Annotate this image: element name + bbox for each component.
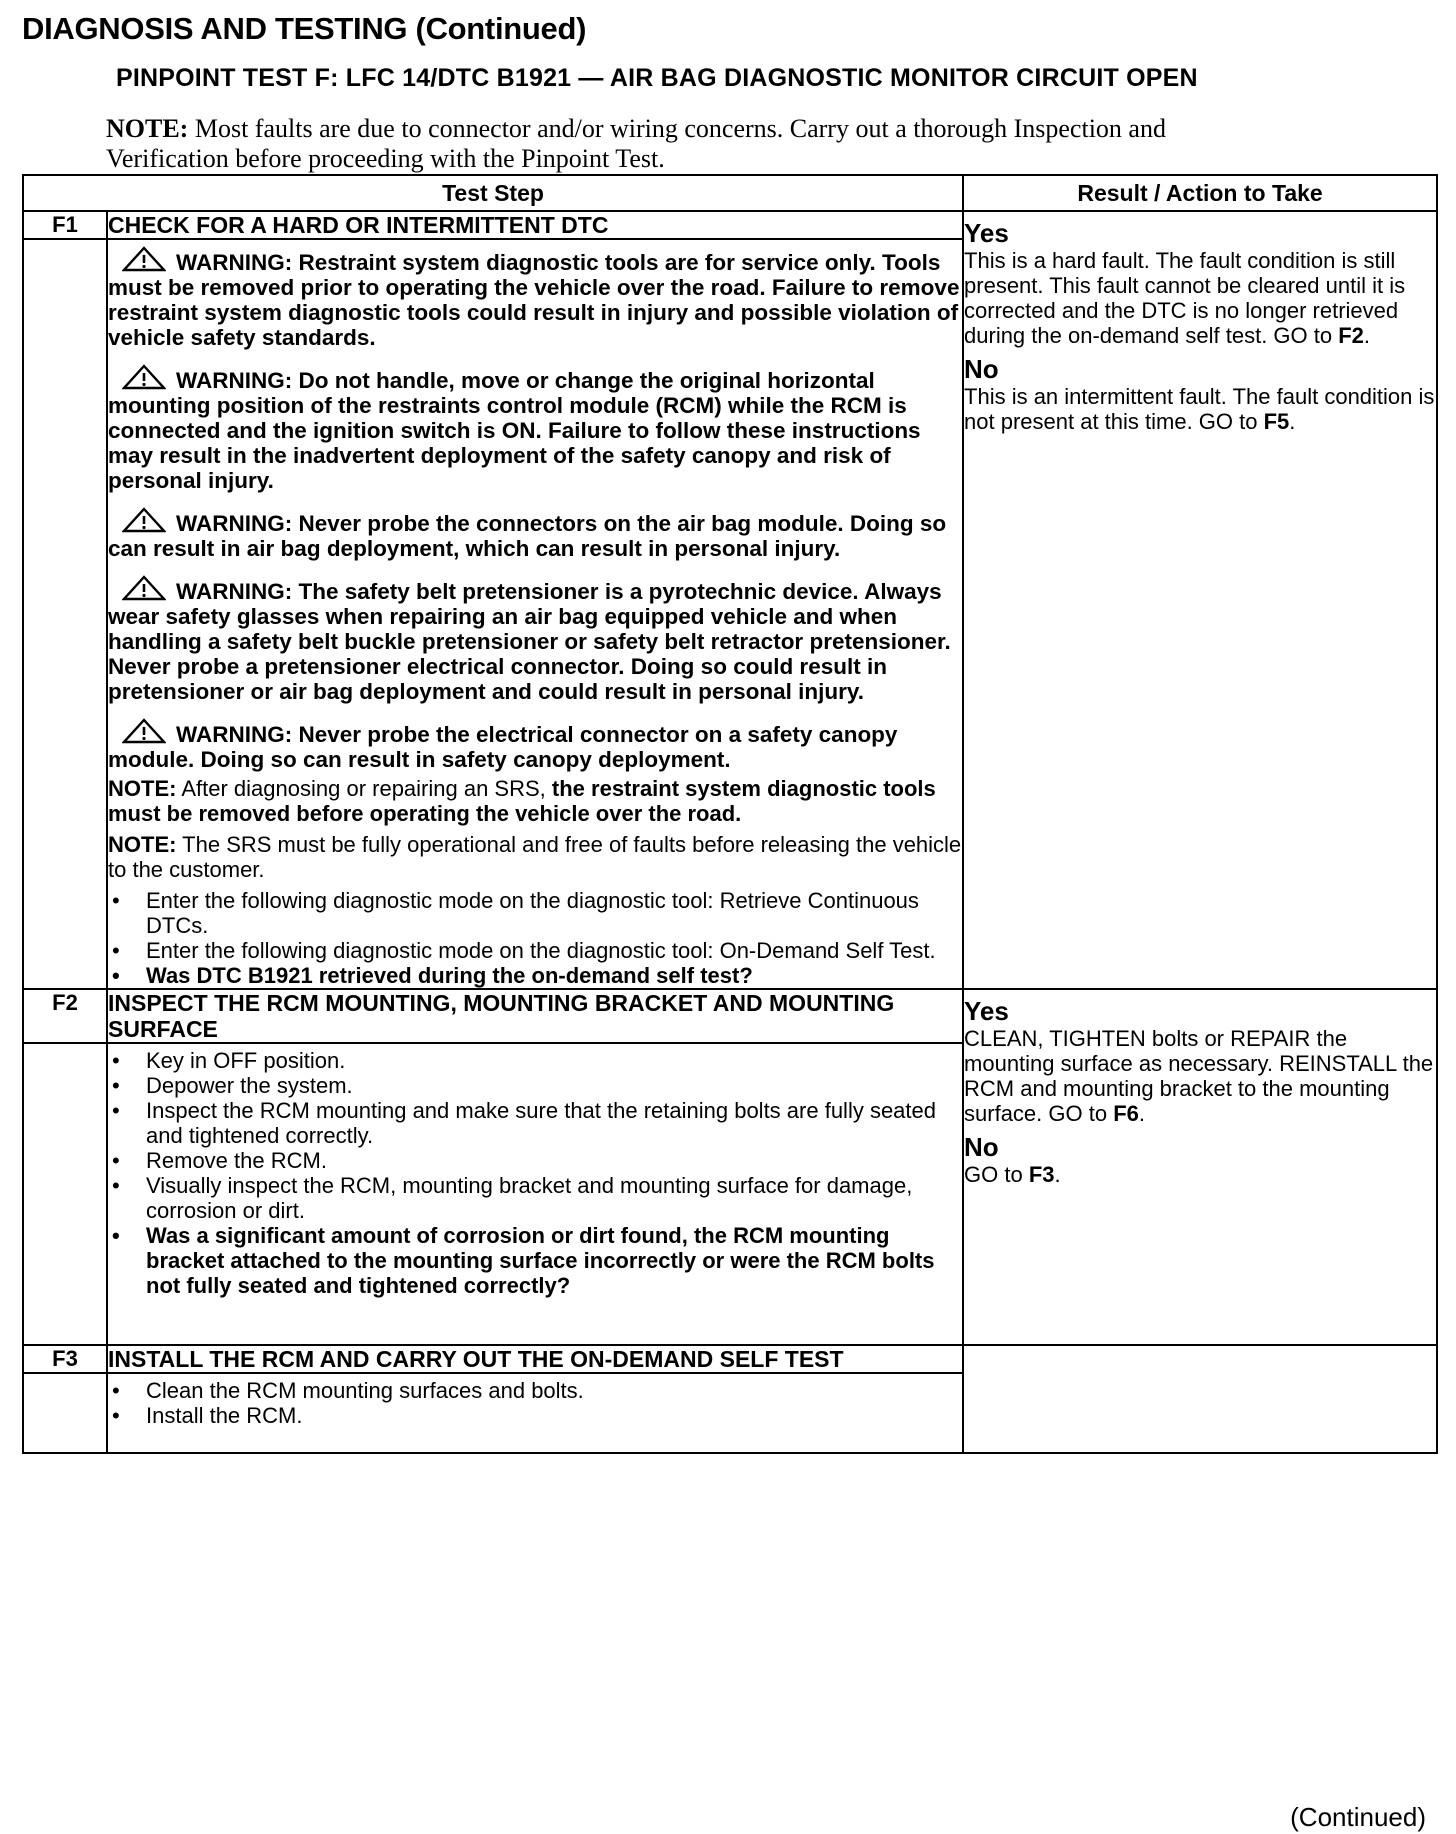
list-item: • Inspect the RCM mounting and make sure that the retaining bolts are fully seated and tightened correctly. — [108, 1098, 962, 1148]
note-text: After diagnosing or repairing an SRS, — [176, 776, 552, 801]
test-step-header: Test Step — [23, 175, 963, 211]
step-f1-content — [107, 239, 963, 989]
note-text: The SRS must be fully operational and free of faults before releasing the vehicle to the customer. — [108, 832, 962, 882]
list-item: • Clean the RCM mounting surfaces and bolts. — [108, 1378, 962, 1403]
yes-label: Yes — [964, 996, 1009, 1026]
step-f1-title-row — [23, 211, 1437, 239]
yes-text: This is a hard fault. The fault condition is still present. This fault cannot be cleared until it is corrected and the DTC is no longer retrieved during the on-demand self test. GO to — [964, 248, 1406, 348]
warning — [108, 364, 962, 493]
no-label: No — [964, 1132, 999, 1162]
result-no: No GO to F3. — [964, 1132, 1436, 1187]
warning-triangle-icon — [122, 507, 166, 533]
intro-note-label: NOTE: — [106, 114, 189, 143]
continued-footer: (Continued) — [1290, 1802, 1426, 1832]
pinpoint-test-table — [22, 174, 1438, 1454]
step-f2-title-row — [23, 989, 1437, 1043]
warning-text: WARNING: Restraint system diagnostic tools are for service only. Tools must be removed prior to operating the vehicle over the road. Failure to remove restraint system diagnostic tools could result in injury and possible violation of vehicle safety standards. — [108, 250, 960, 350]
warning-text: WARNING: Do not handle, move or change the original horizontal mounting position of the restraints control module (RCM) while the RCM is connected and the ignition switch is ON. Failure to follow these instructions may result in the inadvertent deployment of the safety canopy and risk of personal injury. — [108, 368, 921, 493]
step-question: • Was a significant amount of corrosion or dirt found, the RCM mounting bracket attached to the mounting surface incorrectly or were the RCM bolts not fully seated and tightened correctly? — [108, 1223, 962, 1298]
note — [108, 832, 962, 882]
note-label: NOTE: — [108, 776, 177, 801]
page-title: DIAGNOSIS AND TESTING (Continued) — [22, 11, 587, 46]
no-goto: F5 — [1263, 409, 1290, 434]
step-number: F1 — [23, 211, 107, 239]
table-header-row — [23, 175, 1437, 211]
step-list — [108, 888, 962, 988]
step-number: F2 — [23, 989, 107, 1043]
intro-note — [106, 114, 1266, 174]
step-number-blank — [23, 239, 107, 989]
step-f3-result — [963, 1345, 1437, 1453]
step-number-blank — [23, 1043, 107, 1345]
warning — [108, 507, 962, 561]
list-item: • Key in OFF position. — [108, 1048, 962, 1073]
result-yes: Yes CLEAN, TIGHTEN bolts or REPAIR the mounting surface as necessary. REINSTALL the RCM and mounting bracket to the mounting surface. GO to F6. — [964, 996, 1436, 1126]
warning-text: WARNING: The safety belt pretensioner is a pyrotechnic device. Always wear safety glasses when repairing an air bag equipped vehicle and when handling a safety belt buckle pretensioner or safety belt retractor pretensioner. Never probe a pretensioner electrical connector. Doing so could result in pretensioner or air bag deployment and could result in personal injury. — [108, 579, 951, 704]
step-title: INSPECT THE RCM MOUNTING, MOUNTING BRACKET AND MOUNTING SURFACE — [107, 989, 963, 1043]
warning — [108, 718, 962, 772]
result-header: Result / Action to Take — [963, 175, 1437, 211]
warning-triangle-icon — [122, 718, 166, 744]
intro-note-text: Most faults are due to connector and/or wiring concerns. Carry out a thorough Inspection and Verification before proceeding with the Pinpoint Test. — [106, 114, 1166, 173]
step-f3-content — [107, 1373, 963, 1453]
list-item: • Enter the following diagnostic mode on the diagnostic tool: On-Demand Self Test. — [108, 938, 962, 963]
step-title: INSTALL THE RCM AND CARRY OUT THE ON-DEMAND SELF TEST — [107, 1345, 963, 1373]
step-list — [108, 1048, 962, 1298]
step-f1-result — [963, 211, 1437, 989]
note-text-bold: the restraint system diagnostic tools must be removed before operating the vehicle over the road. — [108, 776, 936, 826]
step-f2-result — [963, 989, 1437, 1345]
note-label: NOTE: — [108, 832, 177, 857]
pinpoint-test-title: PINPOINT TEST F: LFC 14/DTC B1921 — AIR BAG DIAGNOSTIC MONITOR CIRCUIT OPEN — [116, 64, 1198, 92]
no-label: No — [964, 354, 999, 384]
warning — [108, 575, 962, 704]
no-text: GO to — [964, 1162, 1029, 1187]
page — [22, 10, 1436, 1428]
list-item: • Visually inspect the RCM, mounting bracket and mounting surface for damage, corrosion or dirt. — [108, 1173, 962, 1223]
note — [108, 776, 962, 826]
yes-label: Yes — [964, 218, 1009, 248]
warning-text: WARNING: Never probe the electrical connector on a safety canopy module. Doing so can result in safety canopy deployment. — [108, 722, 898, 772]
step-f3-title-row — [23, 1345, 1437, 1373]
warning — [108, 246, 962, 350]
list-item: • Enter the following diagnostic mode on the diagnostic tool: Retrieve Continuous DTCs. — [108, 888, 962, 938]
warning-text: WARNING: Never probe the connectors on the air bag module. Doing so can result in air bag deployment, which can result in personal injury. — [108, 511, 947, 561]
yes-text: CLEAN, TIGHTEN bolts or REPAIR the mounting surface as necessary. REINSTALL the RCM and mounting bracket to the mounting surface. GO to — [964, 1026, 1434, 1126]
list-item: • Remove the RCM. — [108, 1148, 962, 1173]
no-text: This is an intermittent fault. The fault condition is not present at this time. GO to — [964, 384, 1435, 434]
step-f2-content — [107, 1043, 963, 1345]
list-item: • Install the RCM. — [108, 1403, 962, 1428]
step-number: F3 — [23, 1345, 107, 1373]
list-item: • Depower the system. — [108, 1073, 962, 1098]
result-no: No This is an intermittent fault. The fault condition is not present at this time. GO to F5. — [964, 354, 1435, 434]
result-yes: Yes This is a hard fault. The fault condition is still present. This fault cannot be cleared until it is corrected and the DTC is no longer retrieved during the on-demand self test. GO to F2. — [964, 218, 1436, 348]
yes-goto: F6 — [1113, 1101, 1139, 1126]
step-title: CHECK FOR A HARD OR INTERMITTENT DTC — [107, 211, 963, 239]
warning-triangle-icon — [122, 364, 166, 390]
warning-triangle-icon — [122, 246, 166, 272]
no-goto: F3 — [1028, 1162, 1055, 1187]
yes-goto: F2 — [1338, 323, 1364, 348]
step-list — [108, 1378, 962, 1428]
warning-triangle-icon — [122, 575, 166, 601]
step-question: • Was DTC B1921 retrieved during the on-demand self test? — [108, 963, 962, 988]
step-number-blank — [23, 1373, 107, 1453]
